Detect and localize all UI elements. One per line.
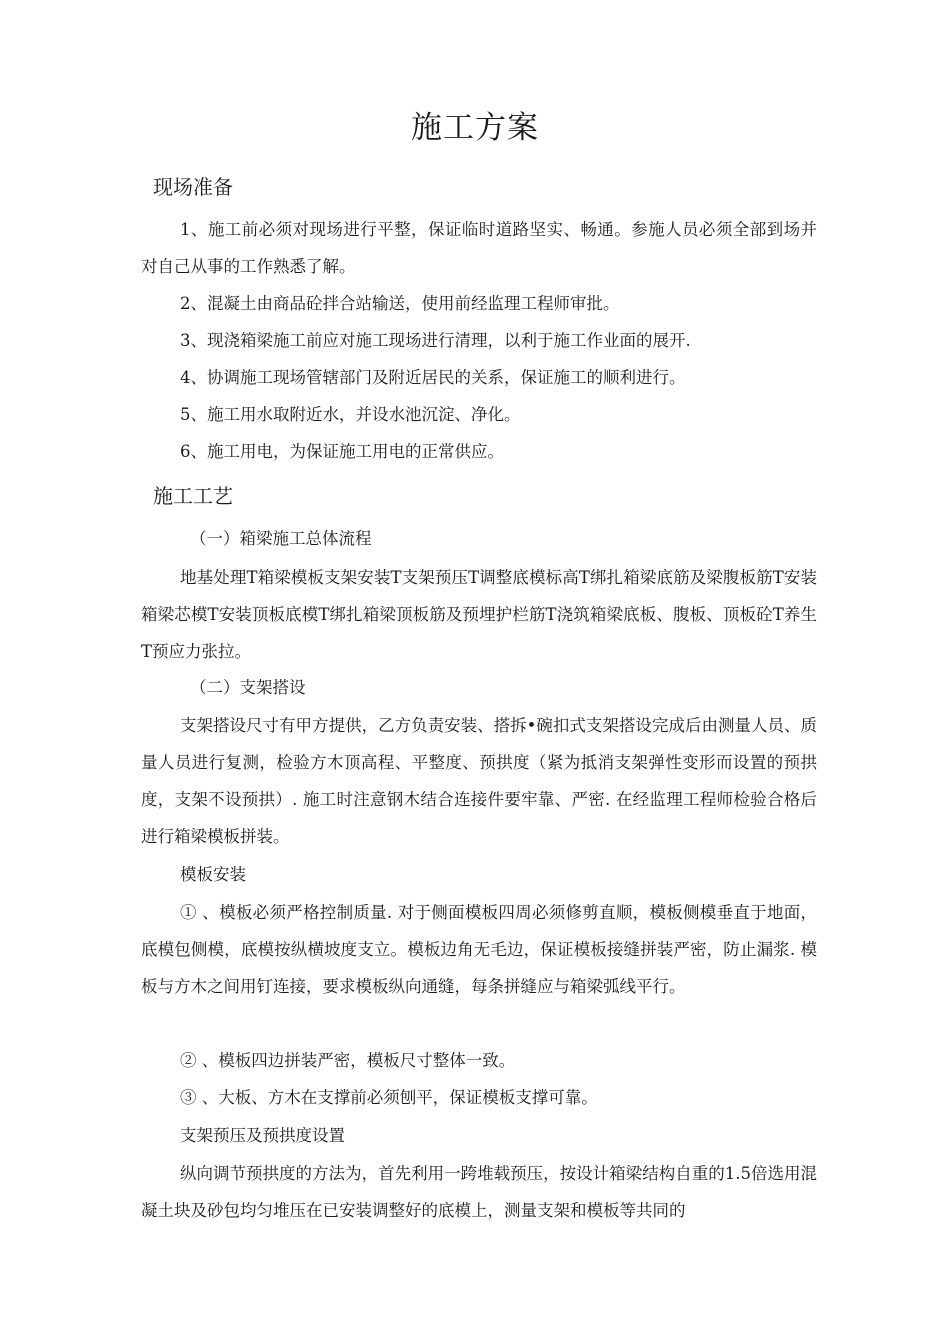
site-prep-item-5: 5、施工用水取附近水，并设水池沉淀、净化。 bbox=[180, 405, 521, 424]
site-prep-item-2: 2、混凝土由商品砼拌合站输送，使用前经监理工程师审批。 bbox=[180, 294, 620, 313]
formwork-item-1: ① 、模板必须严格控制质量. 对于侧面模板四周必须修剪直顺，模板侧模垂直于地面，底模包侧模，底模按纵横坡度支立。模板边角无毛边，保证模板接缝拼装严密，防止漏浆. 模板与方木之间用钉连接，要求模板纵向通缝，每条拼缝应与箱梁弧线平行。 bbox=[141, 903, 817, 996]
site-prep-item-3: 3、现浇箱梁施工前应对施工现场进行清理，以利于施工作业面的展开. bbox=[180, 331, 691, 350]
subsection-heading-formwork-installation: 模板安装 bbox=[180, 865, 246, 884]
subsection-heading-preload-camber: 支架预压及预拱度设置 bbox=[180, 1126, 345, 1145]
formwork-item-3: ③ 、大板、方木在支撑前必须刨平，保证模板支撑可靠。 bbox=[180, 1088, 598, 1107]
preload-camber-paragraph: 纵向调节预拱度的方法为，首先利用一跨堆载预压，按设计箱梁结构自重的1.5倍选用混凝土块及砂包均匀堆压在已安装调整好的底模上，测量支架和模板等共同的 bbox=[141, 1164, 817, 1220]
formwork-item-2: ② 、模板四边拼装严密，模板尺寸整体一致。 bbox=[180, 1051, 516, 1070]
document-title: 施工方案 bbox=[411, 110, 539, 146]
scaffold-erection-paragraph: 支架搭设尺寸有甲方提供，乙方负责安装、搭拆•碗扣式支架搭设完成后由测量人员、质量人员进行复测，检验方木顶高程、平整度、预拱度（紧为抵消支架弹性变形而设置的预拱度，支架不设预拱）. 施工时注意钢木结合连接件要牢靠、严密. 在经监理工程师检验合格后进行箱梁模板拼装。 bbox=[141, 716, 817, 846]
site-prep-item-1: 1、施工前必须对现场进行平整，保证临时道路坚实、畅通。参施人员必须全部到场并对自己从事的工作熟悉了解。 bbox=[141, 220, 817, 276]
section-heading-site-preparation: 现场准备 bbox=[153, 175, 233, 199]
site-prep-item-6: 6、施工用电，为保证施工用电的正常供应。 bbox=[180, 442, 504, 461]
section-heading-construction-process: 施工工艺 bbox=[153, 484, 233, 508]
site-prep-item-4: 4、协调施工现场管辖部门及附近居民的关系，保证施工的顺利进行。 bbox=[180, 368, 686, 387]
overall-flow-paragraph: 地基处理T箱梁模板支架安装T支架预压T调整底模标高T绑扎箱梁底筋及梁腹板筋T安装箱梁芯模T安装顶板底模T绑扎箱梁顶板筋及预埋护栏筋T浇筑箱梁底板、腹板、顶板砼T养生T预应力张拉。 bbox=[141, 568, 817, 661]
subsection-heading-scaffold-erection: （二）支架搭设 bbox=[190, 678, 306, 697]
subsection-heading-overall-flow: （一）箱梁施工总体流程 bbox=[190, 529, 372, 548]
